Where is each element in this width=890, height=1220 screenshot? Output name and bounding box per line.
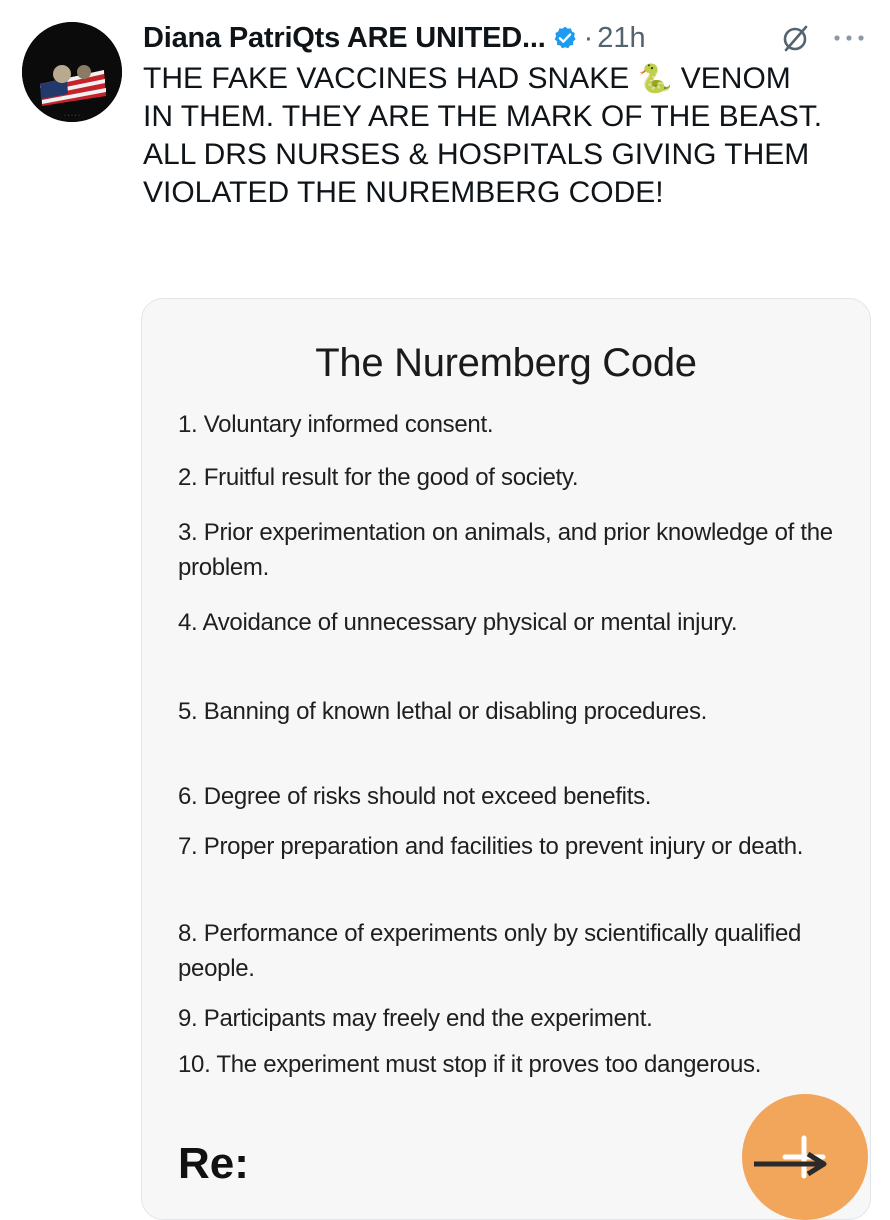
code-item: 6. Degree of risks should not exceed benefits. [178, 783, 652, 810]
post-header [143, 18, 870, 58]
post-text-line: ALL DRS NURSES & HOSPITALS GIVING THEM VIOLATED THE NUREMBERG CODE! [143, 138, 810, 209]
svg-text:· · · · ·: · · · · · [64, 113, 80, 119]
separator-dot: · [583, 21, 594, 54]
avatar[interactable] [22, 22, 122, 122]
more-options-button[interactable] [826, 18, 871, 58]
post-text-segment: THE FAKE VACCINES HAD SNAKE [143, 62, 638, 95]
post-text-line [143, 60, 873, 98]
compose-plus-icon [742, 1094, 868, 1220]
code-item: 10. The experiment must stop if it proves too dangerous. [178, 1051, 762, 1078]
snake-emoji: 🐍 [637, 63, 673, 94]
post-timestamp[interactable]: 21h [597, 21, 646, 54]
image-title: The Nuremberg Code [315, 341, 697, 385]
post-text-segment: VENOM [672, 62, 791, 95]
code-item: 5. Banning of known lethal or disabling procedures. [178, 698, 708, 725]
code-item: 1. Voluntary informed consent. [178, 411, 494, 438]
grok-button[interactable] [775, 18, 815, 58]
code-item: 9. Participants may freely end the experiment. [178, 1005, 653, 1032]
slashed-circle-icon [780, 23, 810, 53]
code-item: 2. Fruitful result for the good of society. [178, 464, 579, 491]
post-text-line: IN THEM. THEY ARE THE MARK OF THE BEAST. [143, 100, 823, 133]
flag-avatar-image [22, 22, 122, 122]
verified-badge-icon [552, 25, 578, 51]
code-item: 7. Proper preparation and facilities to prevent injury or death. [178, 833, 804, 860]
compose-fab[interactable] [742, 1094, 868, 1220]
image-footer-text: Re: [178, 1139, 249, 1188]
post-text [143, 60, 873, 212]
code-item: 4. Avoidance of unnecessary physical or mental injury. [178, 609, 738, 636]
attached-image[interactable] [141, 298, 871, 1220]
code-item: 8. Performance of experiments only by scientifically qualified people. [178, 920, 802, 982]
more-dots-icon [831, 33, 867, 43]
code-item: 3. Prior experimentation on animals, and prior knowledge of the problem. [178, 519, 833, 581]
author-name[interactable]: Diana PatriQts ARE UNITED... [143, 21, 546, 54]
